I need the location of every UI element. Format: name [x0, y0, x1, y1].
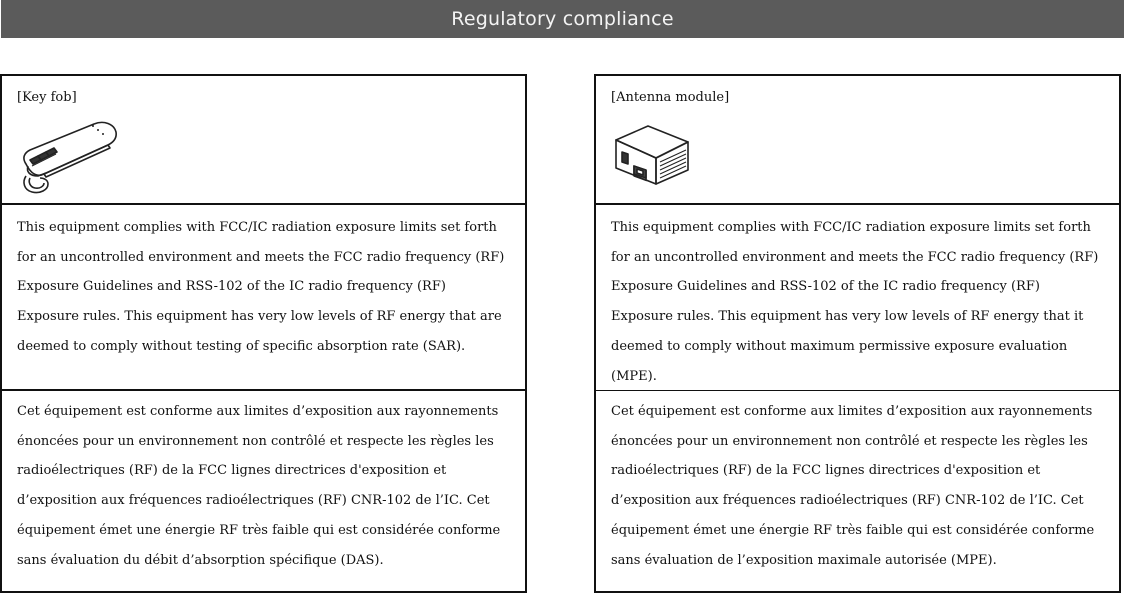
- french-line: sans évaluation de l’exposition maximale autorisée (MPE).: [611, 552, 997, 568]
- english-line: This equipment complies with FCC/IC radiation exposure limits set forth: [611, 220, 1091, 235]
- key-fob-panel: [0, 74, 527, 593]
- english-line: Exposure rules. This equipment has very low levels of RF energy that it: [611, 309, 1084, 325]
- key-fob-header-cell: [2, 76, 525, 205]
- antenna-module-icon: [612, 120, 692, 194]
- english-line: deemed to comply without testing of specific absorption rate (SAR).: [17, 338, 466, 354]
- english-line: deemed to comply without maximum permissive exposure evaluation: [611, 338, 1068, 354]
- english-line: Exposure Guidelines and RSS-102 of the IC radio frequency (RF): [611, 279, 1040, 295]
- french-line: énoncées pour un environnement non contrôlé et respecte les règles les: [611, 433, 1088, 449]
- french-line: Cet équipement est conforme aux limites d’exposition aux rayonnements: [611, 404, 1093, 419]
- french-statement: [2, 391, 525, 593]
- english-line: Exposure rules. This equipment has very low levels of RF energy that are: [17, 309, 502, 325]
- english-line: for an uncontrolled environment and meets the FCC radio frequency (RF): [17, 249, 505, 265]
- french-line: Cet équipement est conforme aux limites d’exposition aux rayonnements: [17, 404, 499, 419]
- key-fob-drawing: [18, 120, 118, 200]
- antenna-module-drawing: [612, 120, 692, 190]
- french-line: d’exposition aux fréquences radioélectriques (RF) CNR-102 de l’IC. Cet: [611, 493, 1084, 509]
- english-statement: [2, 205, 525, 391]
- device-label: [Key fob]: [17, 90, 77, 105]
- device-label: [Antenna module]: [611, 90, 730, 105]
- antenna-module-panel: [594, 74, 1121, 593]
- english-line: for an uncontrolled environment and meets the FCC radio frequency (RF): [611, 249, 1099, 265]
- key-fob-icon: [18, 120, 118, 204]
- english-line: This equipment complies with FCC/IC radiation exposure limits set forth: [17, 220, 497, 235]
- french-line: radioélectriques (RF) de la FCC lignes directrices d'exposition et: [611, 463, 1041, 479]
- french-line: énoncées pour un environnement non contrôlé et respecte les règles les: [17, 433, 494, 449]
- antenna-module-header-cell: [596, 76, 1119, 205]
- french-statement: [596, 391, 1119, 593]
- french-line: sans évaluation du débit d’absorption spécifique (DAS).: [17, 552, 384, 568]
- english-line: Exposure Guidelines and RSS-102 of the IC radio frequency (RF): [17, 279, 446, 295]
- page-title: Regulatory compliance: [1, 0, 1124, 38]
- french-line: d’exposition aux fréquences radioélectriques (RF) CNR-102 de l’IC. Cet: [17, 493, 490, 509]
- english-line: (MPE).: [611, 368, 657, 384]
- french-line: radioélectriques (RF) de la FCC lignes directrices d'exposition et: [17, 463, 447, 479]
- french-line: équipement émet une énergie RF très faible qui est considérée conforme: [17, 522, 501, 538]
- french-line: équipement émet une énergie RF très faible qui est considérée conforme: [611, 522, 1095, 538]
- english-statement: [596, 205, 1119, 391]
